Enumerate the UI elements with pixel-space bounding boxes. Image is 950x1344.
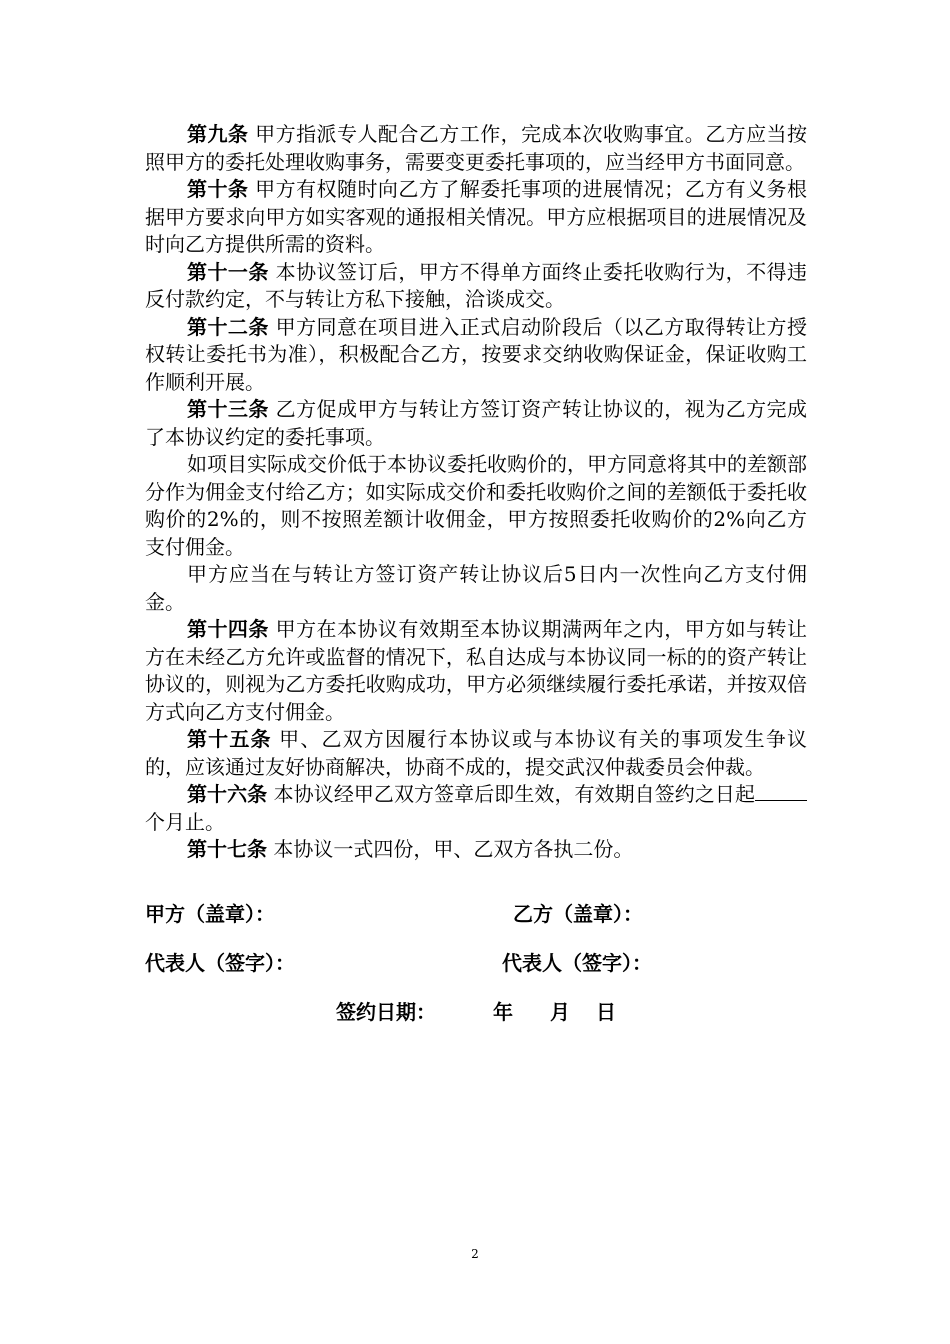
article-text: 甲、乙双方因履行本协议或与本协议有关的事项发生争议的，应该通过友好协商解决，协商不成的，提交武汉仲裁委员会仲裁。: [145, 727, 807, 779]
paragraph-text: 甲方应当在与转让方签订资产转让协议后5日内一次性向乙方支付佣金。: [145, 562, 807, 614]
agreement-body: [145, 121, 807, 864]
article-text: 乙方促成甲方与转让方签订资产转让协议的，视为乙方完成了本协议约定的委托事项。: [145, 397, 808, 449]
article-text-tail: 个月止。: [145, 809, 225, 834]
article-15: [145, 726, 807, 781]
article-text: 甲方有权随时向乙方了解委托事项的进展情况；乙方有义务根据甲方要求向甲方如实客观的通报相关情况。甲方应根据项目的进展情况及时向乙方提供所需的资料。: [145, 177, 808, 256]
date-month-label: 月: [550, 1000, 570, 1024]
article-heading: 第十五条: [187, 727, 272, 751]
date-day-label: 日: [596, 1000, 616, 1024]
article-heading: 第十七条: [187, 837, 267, 861]
page-number: 2: [471, 1247, 479, 1261]
paragraph-text: 如项目实际成交价低于本协议委托收购价的，甲方同意将其中的差额部分作为佣金支付给乙方；如实际成交价和委托收购价之间的差额低于委托收购价的2%的，则不按照差额计收佣金，甲方按照委托收购价的2%向乙方支付佣金。: [145, 452, 807, 559]
party-a-representative-label: 代表人（签字）：: [145, 951, 295, 975]
article-9: [145, 121, 807, 176]
months-blank: [755, 782, 807, 801]
article-text: 本协议一式四份，甲、乙双方各执二份。: [267, 837, 634, 861]
party-b-seal-label: 乙方（盖章）：: [513, 902, 643, 926]
article-13-payment-clause: [145, 561, 807, 616]
article-heading: 第十一条: [187, 259, 269, 284]
article-heading: 第十六条: [187, 782, 268, 806]
article-text: 甲方同意在项目进入正式启动阶段后（以乙方取得转让方授权转让委托书为准），积极配合乙方，按要求交纳收购保证金，保证收购工作顺利开展。: [145, 314, 808, 394]
article-heading: 第九条: [187, 122, 249, 146]
article-11: [145, 259, 807, 314]
article-12: [145, 314, 807, 397]
article-heading: 第十三条: [187, 397, 269, 421]
article-13: [145, 396, 807, 451]
article-text: 本协议经甲乙双方签章后即生效，有效期自签约之日起: [267, 782, 756, 806]
article-heading: 第十二条: [187, 314, 269, 339]
date-year-label: 年: [493, 1000, 513, 1024]
article-10: [145, 176, 807, 259]
party-a-seal-label: 甲方（盖章）：: [145, 902, 275, 926]
article-text: 甲方在本协议有效期至本协议期满两年之内，甲方如与转让方在未经乙方允许或监督的情况下，私自达成与本协议同一标的的资产转让协议的，则视为乙方委托收购成功，甲方必须继续履行委托承诺，并按双倍方式向乙方支付佣金。: [145, 617, 808, 724]
article-heading: 第十四条: [187, 617, 269, 641]
article-text: 本协议签订后，甲方不得单方面终止委托收购行为，不得违反付款约定，不与转让方私下接触，洽谈成交。: [145, 259, 808, 311]
article-13-commission-clause: [145, 451, 807, 561]
article-17: [145, 836, 807, 864]
article-14: [145, 616, 807, 726]
signing-date-label: 签约日期：: [336, 1000, 436, 1024]
article-text: 甲方指派专人配合乙方工作，完成本次收购事宜。乙方应当按照甲方的委托处理收购事务，需要变更委托事项的，应当经甲方书面同意。: [145, 122, 808, 174]
party-b-representative-label: 代表人（签字）：: [502, 951, 652, 975]
article-16: [145, 781, 807, 836]
article-heading: 第十条: [187, 177, 249, 201]
